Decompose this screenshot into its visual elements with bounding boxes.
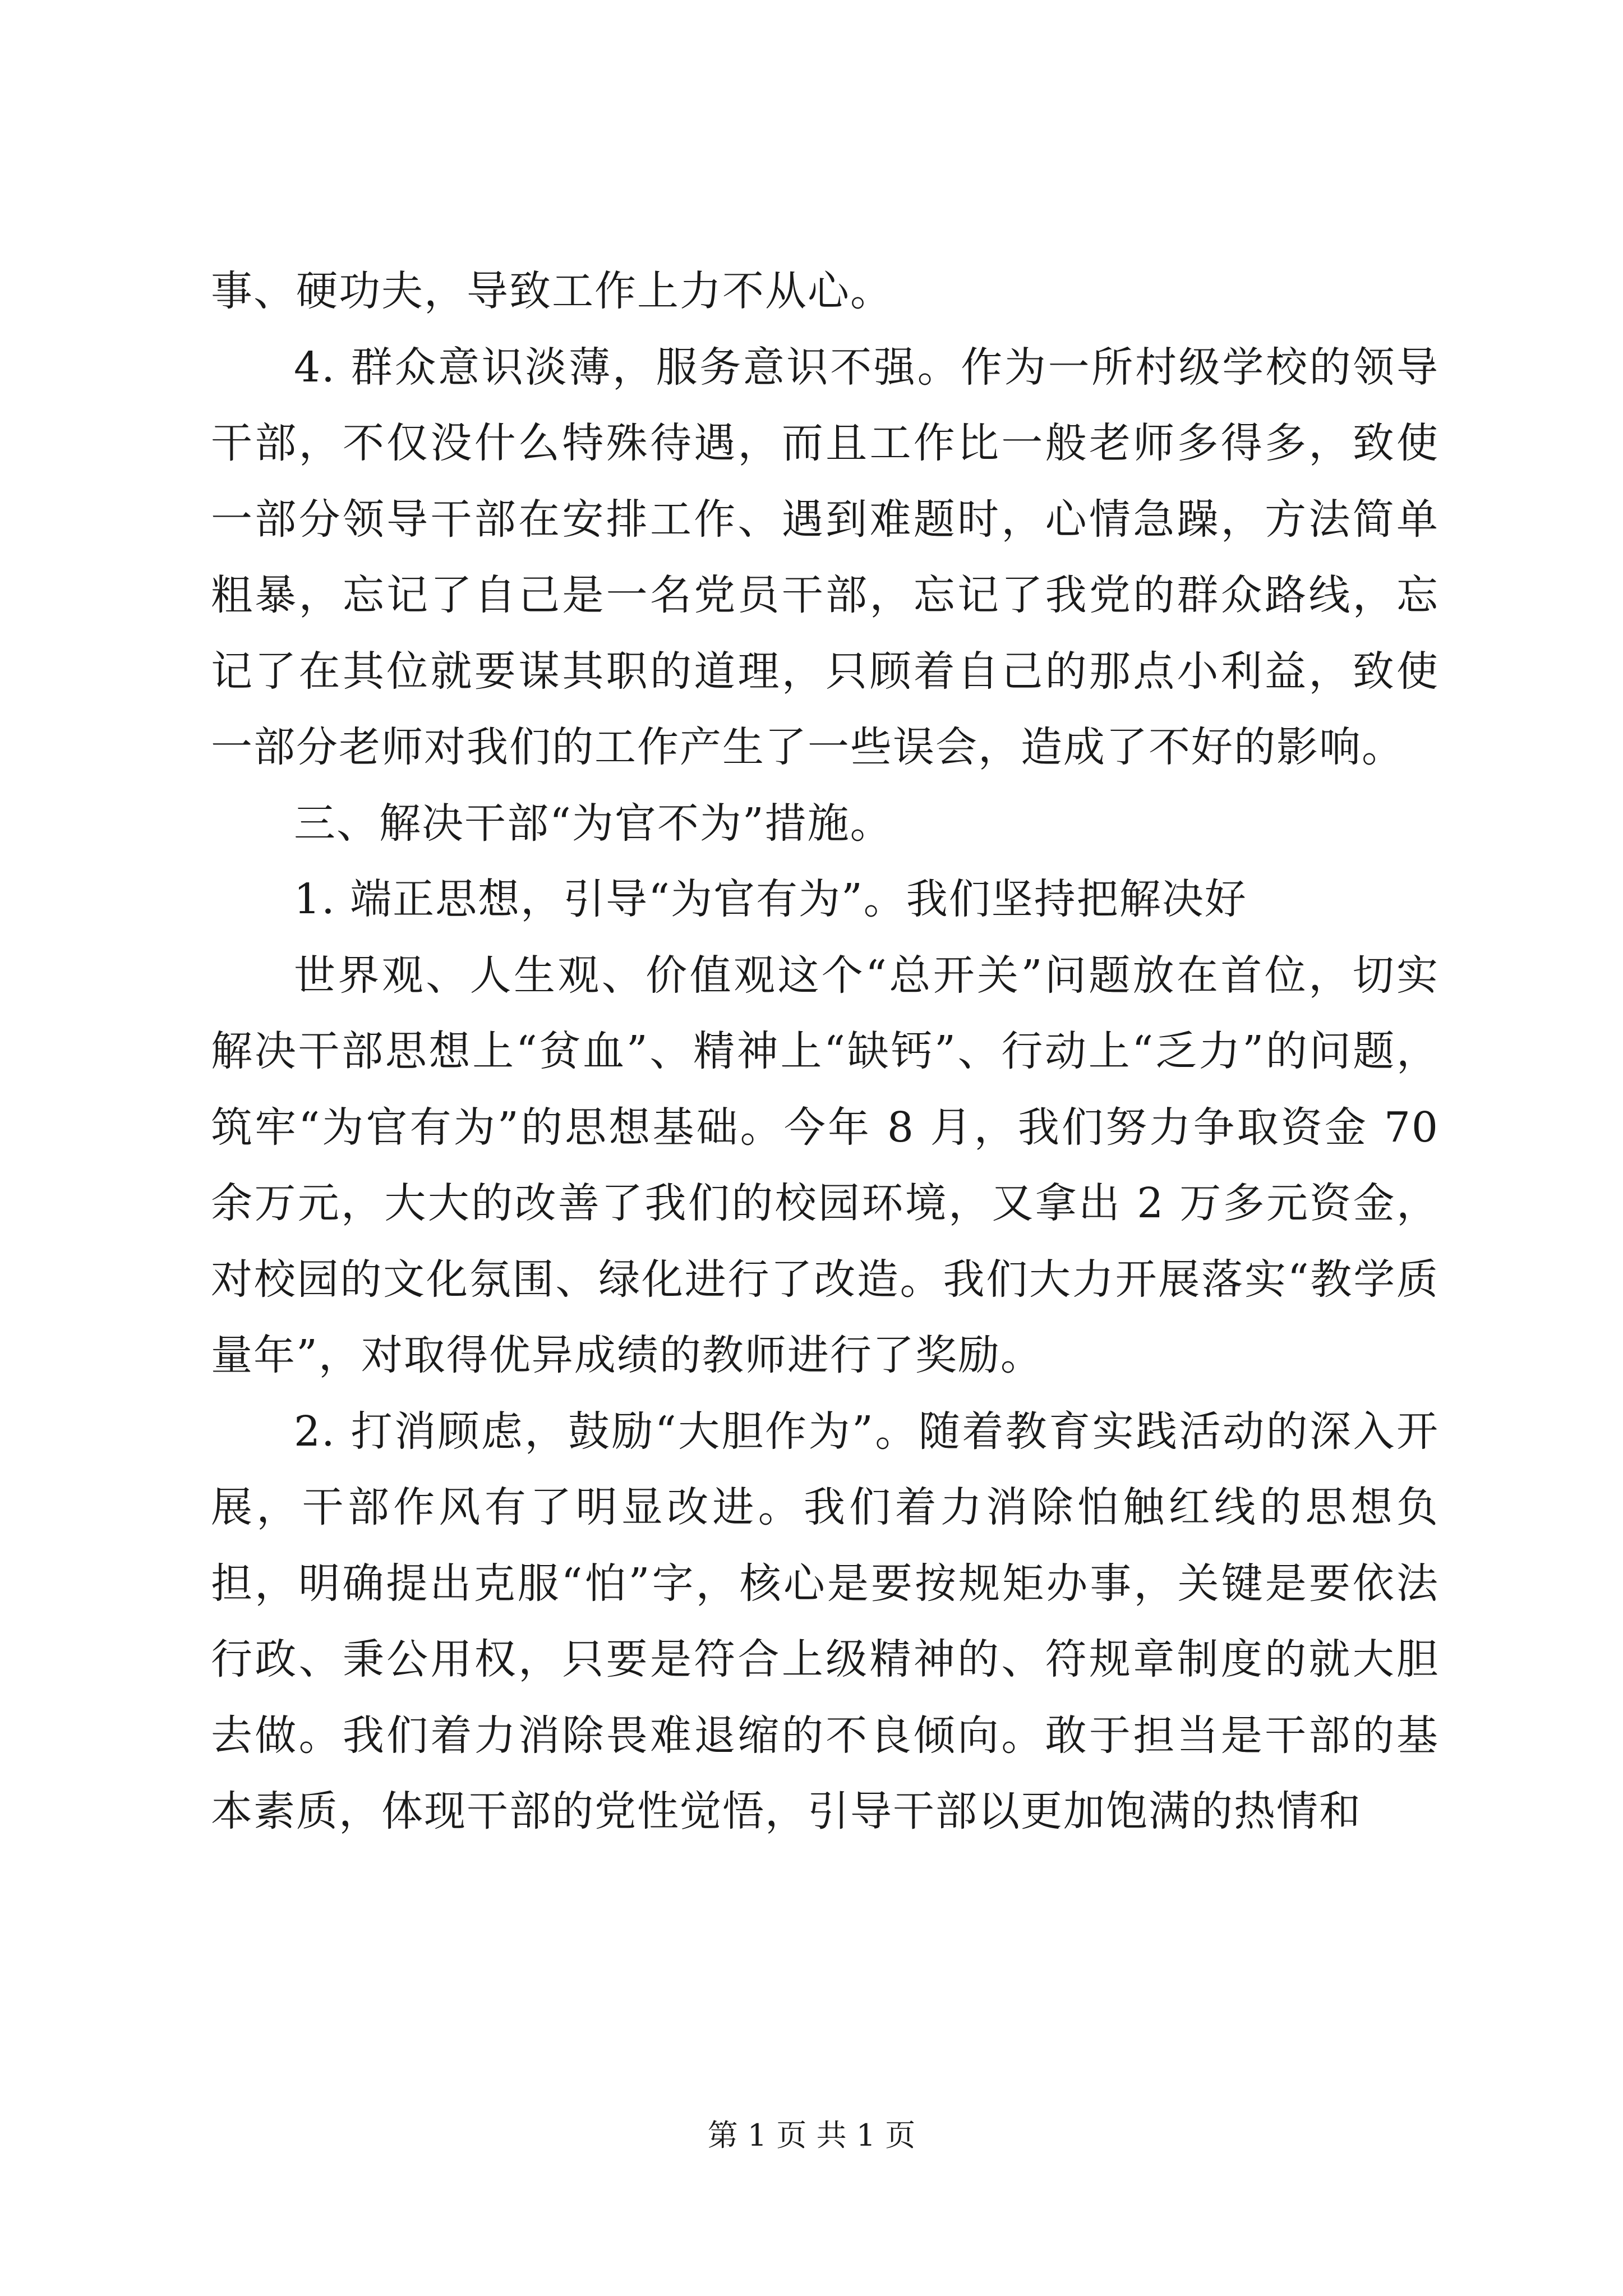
paragraph-point-2: 2. 打消顾虑，鼓励“大胆作为”。随着教育实践活动的深入开展，干部作风有了明显改进。我们着力消除怕触红线的思想负担，明确提出克服“怕”字，核心是要按规矩办事，关键是要依法行政、秉公用权，只要是符合上级精神的、符规章制度的就大胆去做。我们着力消除畏难退缩的不良倾向。敢于担当是干部的基本素质，体现干部的党性觉悟，引导干部以更加饱满的热情和 bbox=[211, 1407, 1439, 1835]
paragraph-continuation: 事、硬功夫，导致工作上力不从心。 bbox=[211, 267, 893, 315]
document-body bbox=[211, 254, 1439, 1850]
section-heading-3: 三、解决干部“为官不为”措施。 bbox=[294, 799, 893, 848]
paragraph-point-1-heading: 1. 端正思想，引导“为官有为”。我们坚持把解决好 bbox=[294, 875, 1247, 923]
paragraph-point-1-body: 世界观、人生观、价值观这个“总开关”问题放在首位，切实解决干部思想上“贫血”、精神上“缺钙”、行动上“乏力”的问题，筑牢“为官有为”的思想基础。今年 8 月，我们努力争取资金 70 余万元，大大的改善了我们的校园环境，又拿出 2 万多元资金，对校园的文化氛围、绿化进行了改造。我们大力开展落实“教学质量年”，对取得优异成绩的教师进行了奖励。 bbox=[211, 951, 1439, 1379]
paragraph-point-4: 4. 群众意识淡薄，服务意识不强。作为一所村级学校的领导干部，不仅没什么特殊待遇，而且工作比一般老师多得多，致使一部分领导干部在安排工作、遇到难题时，心情急躁，方法简单粗暴，忘记了自己是一名党员干部，忘记了我党的群众路线，忘记了在其位就要谋其职的道理，只顾着自己的那点小利益，致使一部分老师对我们的工作产生了一些误会，造成了不好的影响。 bbox=[211, 343, 1439, 771]
page-number-footer: 第 1 页 共 1 页 bbox=[707, 2118, 916, 2153]
